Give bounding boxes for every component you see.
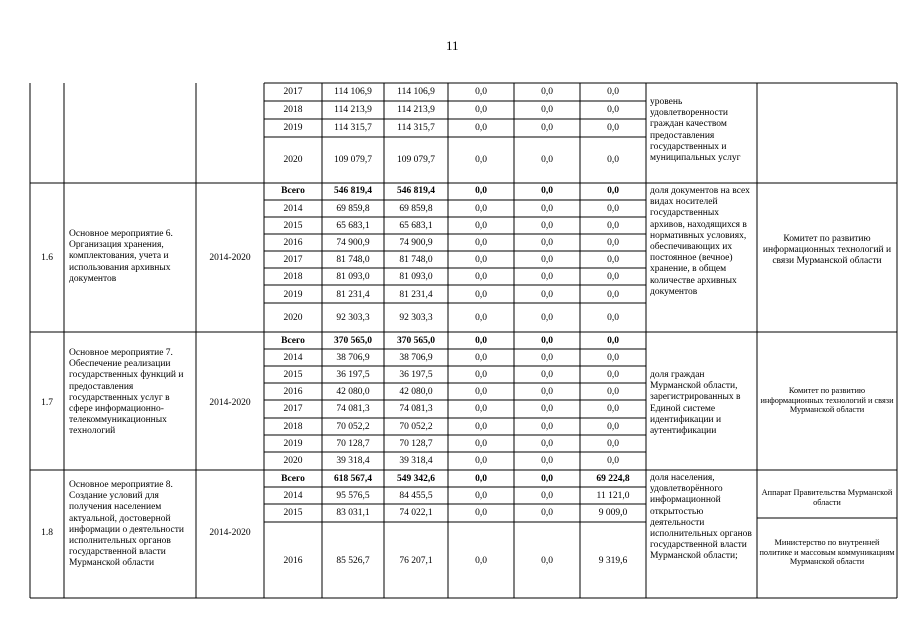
executor: Министерство по внутренней политике и массовым коммуникациям Мурманской области — [759, 538, 895, 567]
fed-cell: 114 106,9 — [397, 87, 435, 97]
c6-cell: 0,0 — [607, 123, 619, 133]
activity-name: Основное мероприятие 7. Обеспечение реализации государственных функций и предоставления государственных услуг в сфере информационно-телекоммуникационных технологий — [69, 348, 184, 437]
c6-cell: 0,0 — [607, 313, 619, 323]
fed-cell: 546 819,4 — [397, 186, 435, 196]
year-cell: 2015 — [283, 370, 303, 380]
row-number: 1.7 — [41, 398, 53, 408]
total-cell: 546 819,4 — [334, 186, 372, 196]
c4-cell: 0,0 — [475, 387, 487, 397]
c5-cell: 0,0 — [541, 491, 553, 501]
c6-cell: 0,0 — [607, 387, 619, 397]
c4-cell: 0,0 — [475, 105, 487, 115]
year-cell: Всего — [281, 186, 305, 196]
activity-name: Основное мероприятие 8. Создание условий для получения населением актуальной, достоверной информации о деятельности исполнительных органов государственной власти Мурманской области — [69, 480, 184, 569]
c6-cell: 0,0 — [607, 221, 619, 231]
year-cell: 2017 — [283, 404, 303, 414]
year-cell: 2017 — [283, 255, 303, 265]
fed-cell: 81 231,4 — [399, 290, 433, 300]
c5-cell: 0,0 — [541, 272, 553, 282]
c6-cell: 0,0 — [607, 255, 619, 265]
indicator-text: доля граждан Мурманской области, зарегистрированных в Единой системе идентификации и аутентификации — [650, 370, 741, 437]
c5-cell: 0,0 — [541, 404, 553, 414]
year-cell: 2019 — [283, 290, 303, 300]
total-cell: 370 565,0 — [334, 336, 372, 346]
c4-cell: 0,0 — [475, 87, 487, 97]
page-number: 11 — [446, 38, 459, 53]
c4-cell: 0,0 — [475, 123, 487, 133]
c5-cell: 0,0 — [541, 105, 553, 115]
c6-cell: 11 121,0 — [596, 491, 630, 501]
executor: Аппарат Правительства Мурманской области — [761, 488, 893, 507]
fed-cell: 549 342,6 — [397, 474, 435, 484]
total-cell: 36 197,5 — [336, 370, 370, 380]
c5-cell: 0,0 — [541, 186, 553, 196]
fed-cell: 81 748,0 — [399, 255, 433, 265]
total-cell: 618 567,4 — [334, 474, 372, 484]
year-cell: 2017 — [283, 87, 303, 97]
year-cell: 2014 — [283, 204, 303, 214]
c5-cell: 0,0 — [541, 123, 553, 133]
total-cell: 114 106,9 — [334, 87, 372, 97]
c6-cell: 9 009,0 — [598, 508, 628, 518]
indicator-text: уровень удовлетворенности граждан качеством предоставления государственных и муниципальных услуг — [650, 97, 741, 164]
year-cell: 2015 — [283, 508, 303, 518]
fed-cell: 42 080,0 — [399, 387, 433, 397]
fed-cell: 114 315,7 — [397, 123, 435, 133]
total-cell: 114 315,7 — [334, 123, 372, 133]
year-cell: 2020 — [283, 155, 303, 165]
total-cell: 38 706,9 — [336, 353, 370, 363]
c6-cell: 0,0 — [607, 456, 619, 466]
executor: Комитет по развитию информационных технологий и связи Мурманской области — [760, 386, 894, 415]
c6-cell: 0,0 — [607, 290, 619, 300]
c4-cell: 0,0 — [475, 204, 487, 214]
c4-cell: 0,0 — [475, 508, 487, 518]
c5-cell: 0,0 — [541, 422, 553, 432]
year-cell: 2018 — [283, 422, 303, 432]
activity-name: Основное мероприятие 6. Организация хранения, комплектования, учета и использования архивных документов — [69, 229, 173, 284]
period: 2014-2020 — [209, 398, 251, 408]
c6-cell: 0,0 — [607, 370, 619, 380]
fed-cell: 81 093,0 — [399, 272, 433, 282]
c6-cell: 0,0 — [607, 204, 619, 214]
c4-cell: 0,0 — [475, 221, 487, 231]
executor: Комитет по развитию информационных технологий и связи Мурманской области — [762, 234, 892, 267]
total-cell: 70 052,2 — [336, 422, 370, 432]
c5-cell: 0,0 — [541, 508, 553, 518]
c6-cell: 69 224,8 — [596, 474, 630, 484]
c6-cell: 0,0 — [607, 336, 619, 346]
c5-cell: 0,0 — [541, 221, 553, 231]
c6-cell: 0,0 — [607, 353, 619, 363]
total-cell: 109 079,7 — [334, 155, 372, 165]
fed-cell: 92 303,3 — [399, 313, 433, 323]
c5-cell: 0,0 — [541, 387, 553, 397]
year-cell: Всего — [281, 336, 305, 346]
fed-cell: 370 565,0 — [397, 336, 435, 346]
fed-cell: 76 207,1 — [399, 556, 433, 566]
fed-cell: 70 128,7 — [399, 439, 433, 449]
row-number: 1.8 — [41, 528, 53, 538]
fed-cell: 65 683,1 — [399, 221, 433, 231]
c6-cell: 0,0 — [607, 404, 619, 414]
fed-cell: 70 052,2 — [399, 422, 433, 432]
c5-cell: 0,0 — [541, 336, 553, 346]
year-cell: Всего — [281, 474, 305, 484]
c5-cell: 0,0 — [541, 313, 553, 323]
c4-cell: 0,0 — [475, 474, 487, 484]
c4-cell: 0,0 — [475, 370, 487, 380]
c6-cell: 0,0 — [607, 186, 619, 196]
c6-cell: 0,0 — [607, 238, 619, 248]
year-cell: 2016 — [283, 387, 303, 397]
total-cell: 83 031,1 — [336, 508, 370, 518]
c5-cell: 0,0 — [541, 556, 553, 566]
fed-cell: 74 900,9 — [399, 238, 433, 248]
year-cell: 2015 — [283, 221, 303, 231]
c6-cell: 0,0 — [607, 272, 619, 282]
total-cell: 81 093,0 — [336, 272, 370, 282]
fed-cell: 74 081,3 — [399, 404, 433, 414]
year-cell: 2018 — [283, 105, 303, 115]
total-cell: 65 683,1 — [336, 221, 370, 231]
fed-cell: 36 197,5 — [399, 370, 433, 380]
c5-cell: 0,0 — [541, 456, 553, 466]
year-cell: 2016 — [283, 556, 303, 566]
c4-cell: 0,0 — [475, 290, 487, 300]
c4-cell: 0,0 — [475, 439, 487, 449]
c4-cell: 0,0 — [475, 272, 487, 282]
total-cell: 114 213,9 — [334, 105, 372, 115]
c4-cell: 0,0 — [475, 404, 487, 414]
c6-cell: 0,0 — [607, 422, 619, 432]
year-cell: 2016 — [283, 238, 303, 248]
fed-cell: 114 213,9 — [397, 105, 435, 115]
year-cell: 2014 — [283, 491, 303, 501]
fed-cell: 74 022,1 — [399, 508, 433, 518]
c4-cell: 0,0 — [475, 313, 487, 323]
total-cell: 81 231,4 — [336, 290, 370, 300]
c5-cell: 0,0 — [541, 255, 553, 265]
c6-cell: 0,0 — [607, 439, 619, 449]
c5-cell: 0,0 — [541, 87, 553, 97]
fed-cell: 38 706,9 — [399, 353, 433, 363]
total-cell: 81 748,0 — [336, 255, 370, 265]
c4-cell: 0,0 — [475, 336, 487, 346]
indicator-text: доля населения, удовлетворённого информационной открытостью деятельности исполнительных органов государственной власти Мурманской области; — [650, 473, 752, 562]
total-cell: 39 318,4 — [336, 456, 370, 466]
c6-cell: 0,0 — [607, 87, 619, 97]
fed-cell: 39 318,4 — [399, 456, 433, 466]
indicator-text: доля документов на всех видах носителей государственных архивов, находящихся в нормативных условиях, обеспечивающих их постоянное (вечное) хранение, в общем количестве архивных документов — [650, 186, 750, 297]
year-cell: 2019 — [283, 439, 303, 449]
period: 2014-2020 — [209, 253, 251, 263]
year-cell: 2020 — [283, 456, 303, 466]
fed-cell: 109 079,7 — [397, 155, 435, 165]
c5-cell: 0,0 — [541, 353, 553, 363]
c5-cell: 0,0 — [541, 204, 553, 214]
total-cell: 85 526,7 — [336, 556, 370, 566]
fed-cell: 84 455,5 — [399, 491, 433, 501]
c4-cell: 0,0 — [475, 255, 487, 265]
total-cell: 74 081,3 — [336, 404, 370, 414]
total-cell: 69 859,8 — [336, 204, 370, 214]
c4-cell: 0,0 — [475, 422, 487, 432]
c5-cell: 0,0 — [541, 238, 553, 248]
period: 2014-2020 — [209, 528, 251, 538]
c4-cell: 0,0 — [475, 556, 487, 566]
total-cell: 92 303,3 — [336, 313, 370, 323]
c4-cell: 0,0 — [475, 491, 487, 501]
row-number: 1.6 — [41, 253, 53, 263]
c4-cell: 0,0 — [475, 186, 487, 196]
c6-cell: 0,0 — [607, 155, 619, 165]
c5-cell: 0,0 — [541, 370, 553, 380]
c4-cell: 0,0 — [475, 456, 487, 466]
c6-cell: 9 319,6 — [598, 556, 628, 566]
total-cell: 70 128,7 — [336, 439, 370, 449]
c4-cell: 0,0 — [475, 353, 487, 363]
c6-cell: 0,0 — [607, 105, 619, 115]
year-cell: 2020 — [283, 313, 303, 323]
fed-cell: 69 859,8 — [399, 204, 433, 214]
year-cell: 2018 — [283, 272, 303, 282]
c4-cell: 0,0 — [475, 155, 487, 165]
total-cell: 42 080,0 — [336, 387, 370, 397]
c5-cell: 0,0 — [541, 155, 553, 165]
c5-cell: 0,0 — [541, 290, 553, 300]
year-cell: 2019 — [283, 123, 303, 133]
total-cell: 95 576,5 — [336, 491, 370, 501]
c5-cell: 0,0 — [541, 439, 553, 449]
c4-cell: 0,0 — [475, 238, 487, 248]
c5-cell: 0,0 — [541, 474, 553, 484]
total-cell: 74 900,9 — [336, 238, 370, 248]
year-cell: 2014 — [283, 353, 303, 363]
